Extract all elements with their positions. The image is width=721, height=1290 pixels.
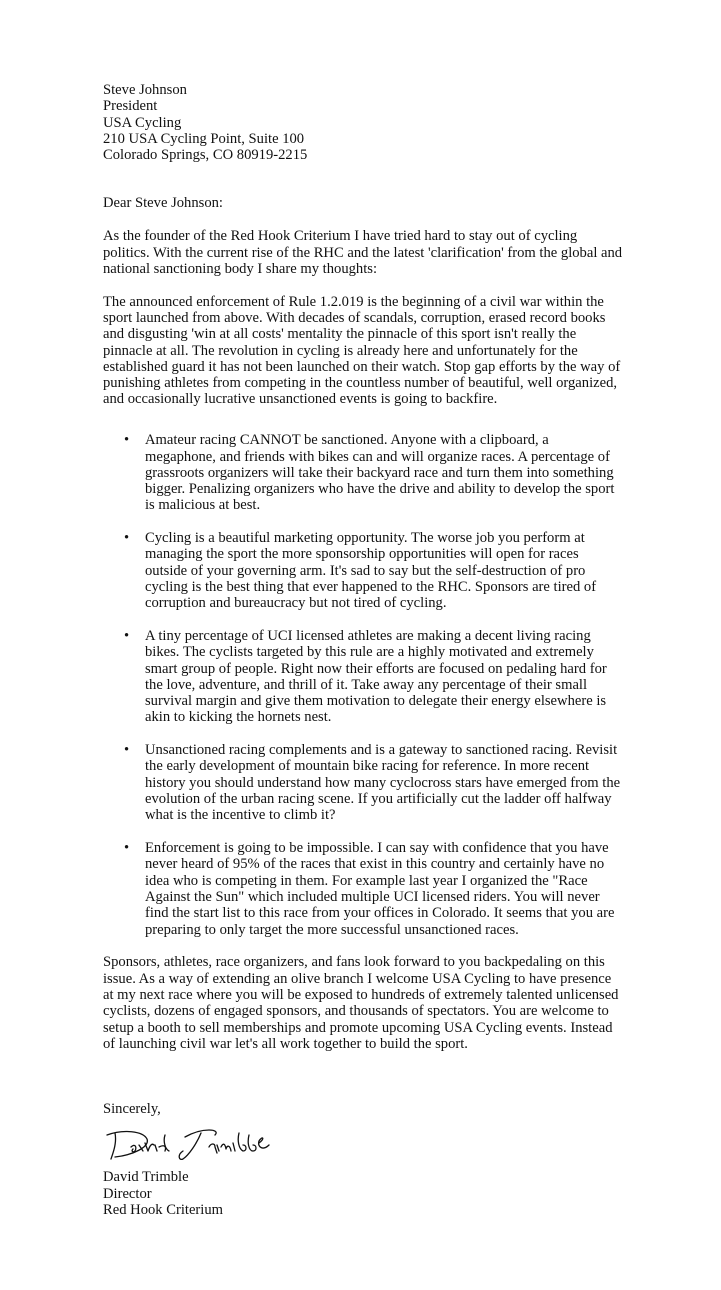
recipient-city: Colorado Springs, CO 80919-2215 xyxy=(103,147,308,164)
recipient-organization: USA Cycling xyxy=(103,114,182,131)
salutation: Dear Steve Johnson: xyxy=(103,195,223,212)
list-item xyxy=(103,628,623,726)
recipient-name: Steve Johnson xyxy=(103,82,187,98)
intro-paragraph-1: As the founder of the Red Hook Criterium I have tried hard to stay out of cycling politics. With the current rise of the RHC and the latest 'clarification' from the global and national sanctioning body I share my thoughts: xyxy=(103,228,623,277)
bullet-text: Enforcement is going to be impossible. I can say with confidence that you have never heard of 95% of the races that exist in this country and certainly have no idea who is competing in them. For example last year I organized the "Race Against the Sun" which included multiple UCI licensed riders. You will never find the start list to this race from your offices in Colorado. It seems that you are preparing to only target the more successful unsanctioned races. xyxy=(145,840,615,938)
recipient-title: President xyxy=(103,98,158,115)
list-item xyxy=(103,742,623,823)
signature-icon xyxy=(103,1125,278,1165)
bullet-icon: • xyxy=(124,530,130,547)
sender-name: David Trimble xyxy=(103,1169,189,1186)
bullet-list xyxy=(103,432,623,938)
recipient-address xyxy=(103,82,623,163)
list-item xyxy=(103,530,623,611)
intro-paragraph-2: The announced enforcement of Rule 1.2.019 is the beginning of a civil war within the sport launched from above. With decades of scandals, corruption, erased record books and disgusting 'win at all costs' mentality the pinnacle of this sport isn't really the pinnacle at all. The revolution in cycling is already here and unfortunately for the established guard it has not been launched on their watch. Stop gap efforts by the way of punishing athletes from competing in the countless number of beautiful, well organized, and occasionally lucrative unsanctioned events is going to backfire. xyxy=(103,293,621,408)
bullet-icon: • xyxy=(124,628,130,644)
bullet-icon: • xyxy=(124,742,130,759)
sender-block xyxy=(103,1169,623,1218)
closing-paragraph: Sponsors, athletes, race organizers, and fans look forward to you backpedaling on this issue. As a way of extending an olive branch I welcome USA Cycling to have presence at my next race where you will be exposed to hundreds of extremely talented unlicensed cyclists, dozens of engaged sponsors, and thousands of spectators. You are welcome to setup a booth to sell memberships and promote upcoming USA Cycling events. Instead of launching civil war let's all work together to build the sport. xyxy=(103,954,619,1052)
recipient-street: 210 USA Cycling Point, Suite 100 xyxy=(103,130,305,147)
bullet-text: A tiny percentage of UCI licensed athletes are making a decent living racing bikes. The cyclists targeted by this rule are a highly motivated and extremely smart group of people. Right now their efforts are focused on pedaling hard for the love, adventure, and thrill of it. Take away any percentage of their small survival margin and give them motivation to delegate their energy elsewhere is akin to kicking the hornets nest. xyxy=(145,628,607,726)
valediction: Sincerely, xyxy=(103,1101,161,1118)
bullet-text: Unsanctioned racing complements and is a gateway to sanctioned racing. Revisit the early development of mountain bike racing for reference. In more recent history you should understand how many cyclocross stars have emerged from the evolution of the urban racing scene. If you artificially cut the ladder off halfway what is the incentive to climb it? xyxy=(145,742,621,824)
list-item xyxy=(103,840,623,938)
letter xyxy=(103,82,623,1218)
bullet-text: Amateur racing CANNOT be sanctioned. Anyone with a clipboard, a megaphone, and friends with bikes can and will organize races. A percentage of grassroots organizers will take their backyard race and turn them into something bigger. Penalizing organizers who have the drive and ability to develop the sport is malicious at best. xyxy=(145,432,615,514)
list-item xyxy=(103,432,623,513)
sender-organization: Red Hook Criterium xyxy=(103,1202,223,1218)
sender-title: Director xyxy=(103,1185,152,1202)
bullet-text: Cycling is a beautiful marketing opportunity. The worse job you perform at managing the sport the more sponsorship opportunities will open for races outside of your governing arm. It's sad to say but the self-destruction of pro cycling is the best thing that ever happened to the RHC. Sponsors are tired of corruption and bureaucracy but not tired of cycling. xyxy=(145,530,597,612)
bullet-icon: • xyxy=(124,432,130,449)
bullet-icon: • xyxy=(124,840,130,857)
